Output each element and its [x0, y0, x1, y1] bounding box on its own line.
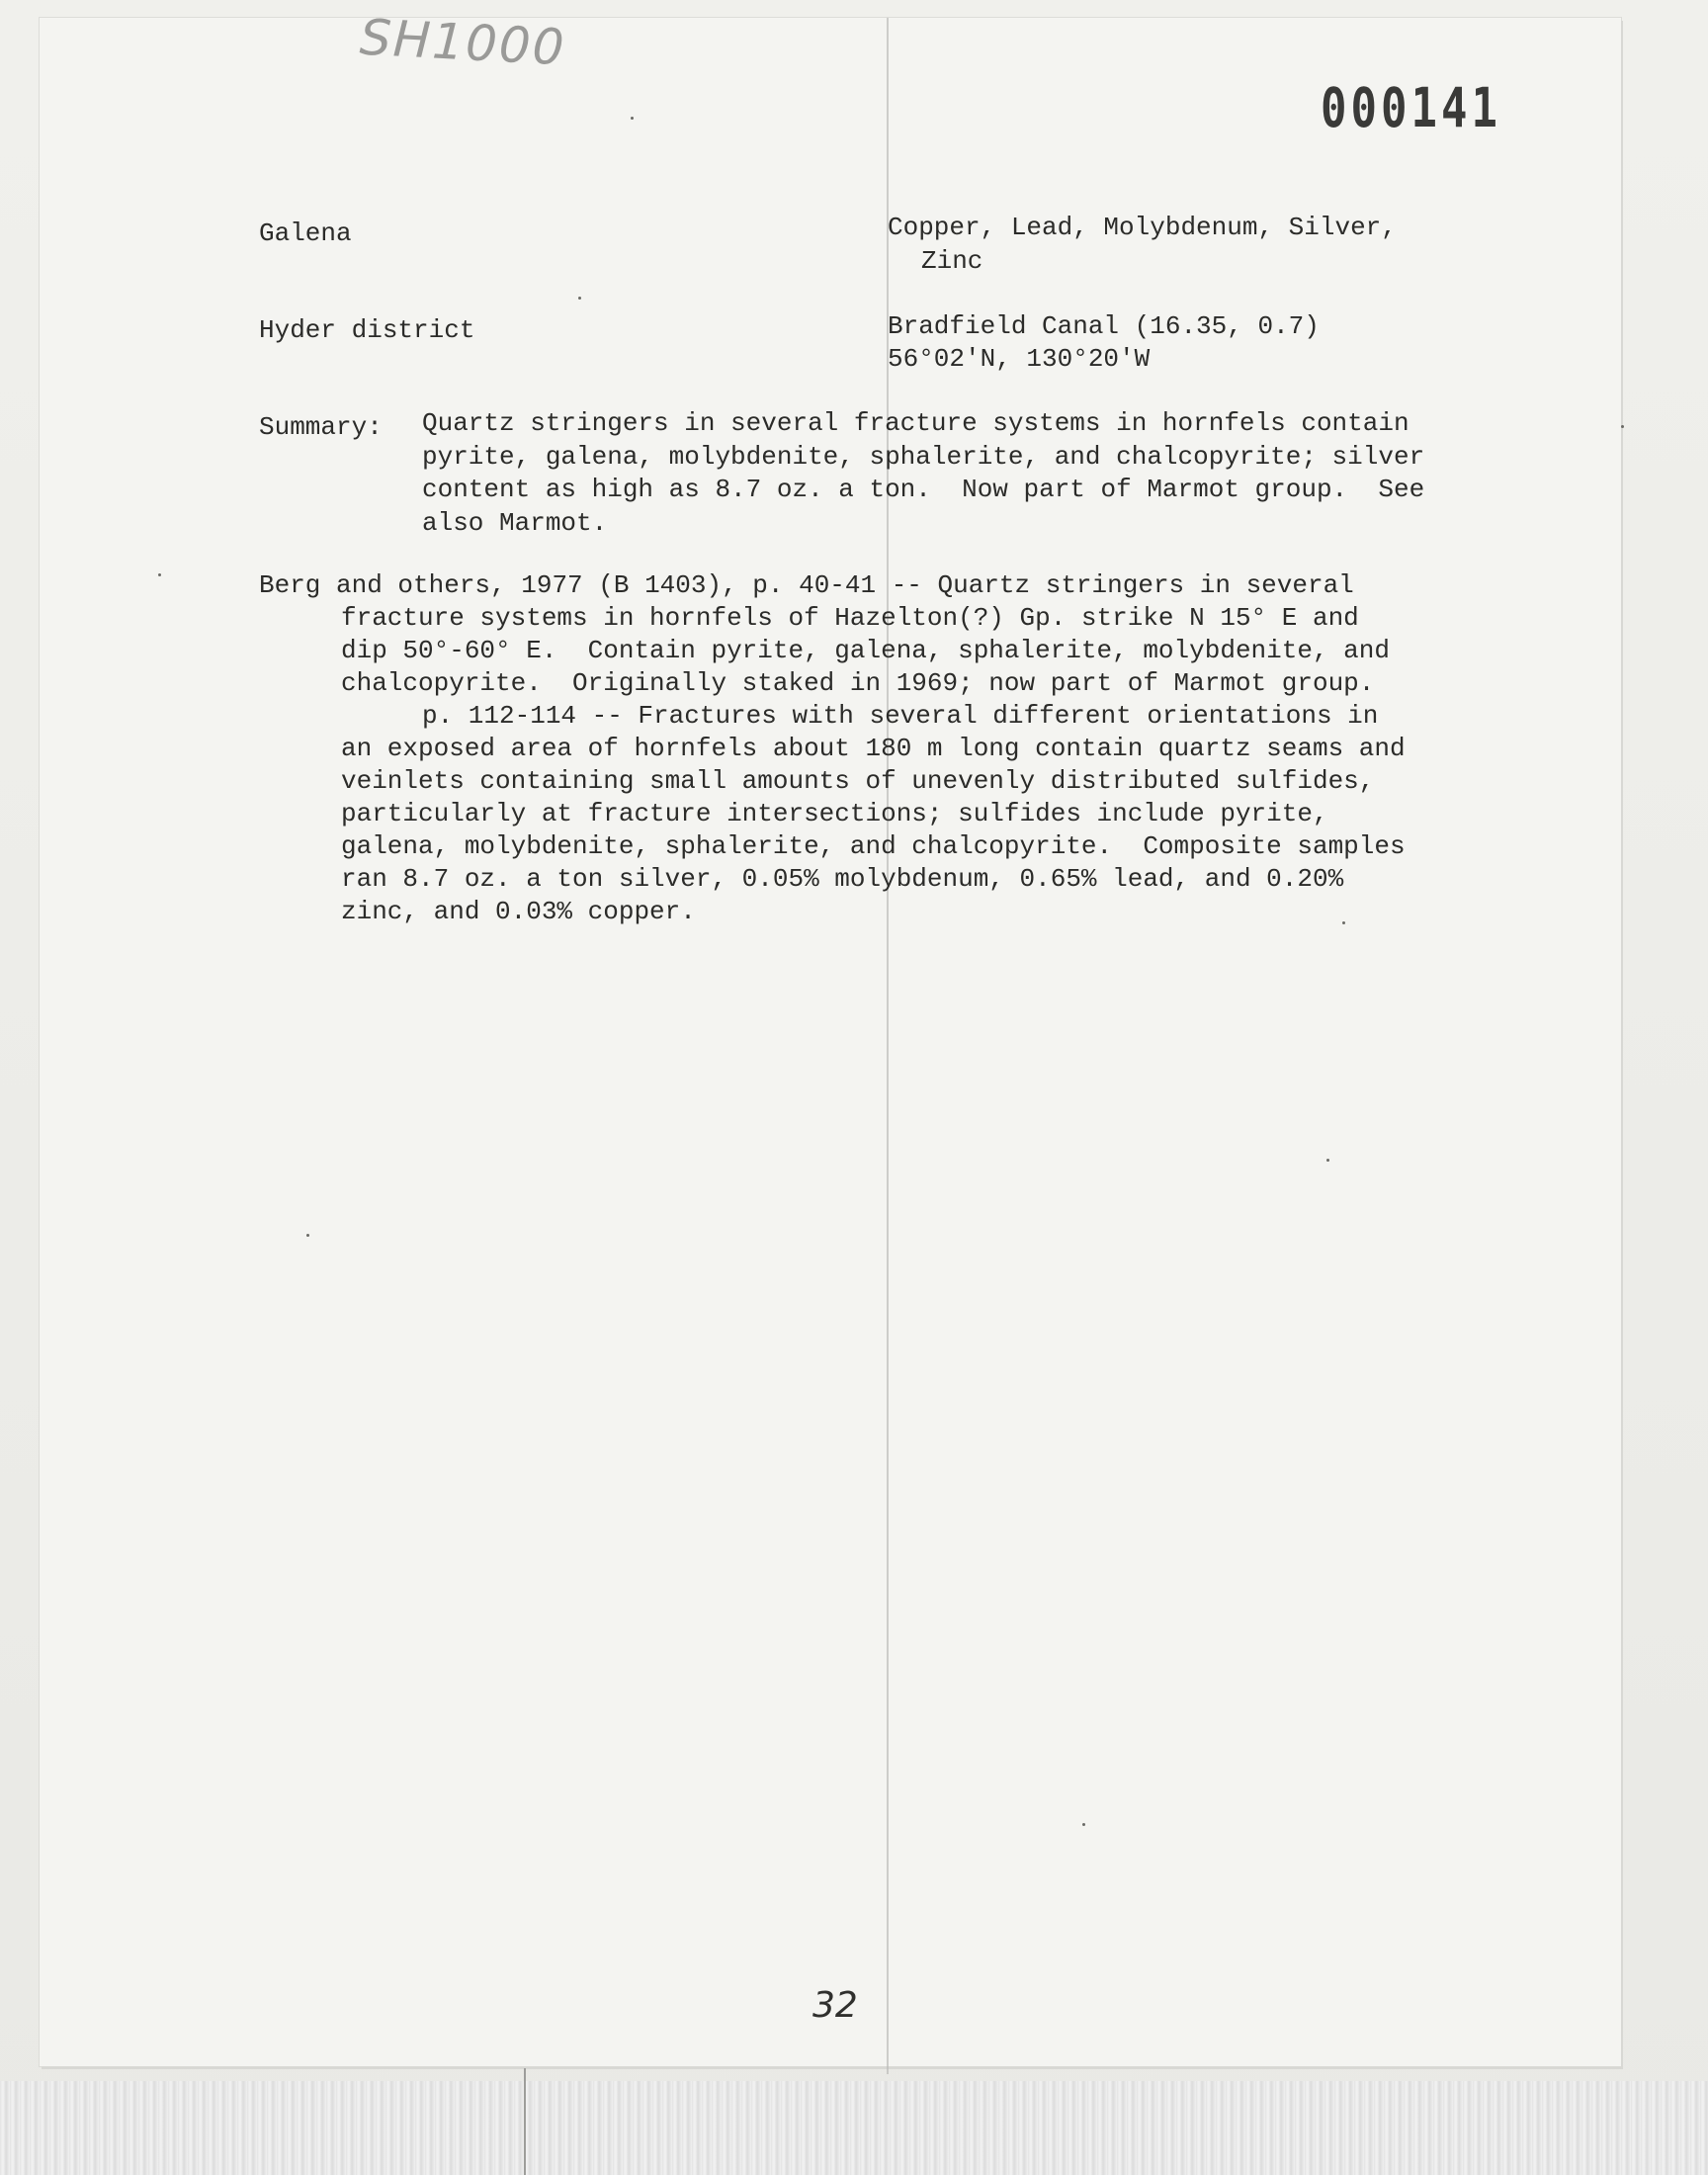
dust-speck — [1082, 1823, 1085, 1826]
dust-speck — [306, 1234, 309, 1237]
coordinates: 56°02'N, 130°20'W — [888, 344, 1151, 374]
district-name: Hyder district — [259, 315, 475, 345]
summary-label: Summary: — [259, 412, 383, 442]
summary-line: Quartz stringers in several fracture systems in hornfels contain — [422, 408, 1409, 438]
dust-speck — [1342, 921, 1345, 924]
summary-line: pyrite, galena, molybdenite, sphalerite, and chalcopyrite; silver — [422, 442, 1425, 472]
scanner-artifact-line — [524, 2068, 526, 2175]
dust-speck — [578, 297, 581, 300]
property-name: Galena — [259, 218, 352, 248]
reference-line: dip 50°-60° E. Contain pyrite, galena, sphalerite, molybdenite, and — [341, 636, 1390, 665]
reference-line: veinlets containing small amounts of unevenly distributed sulfides, — [341, 766, 1375, 796]
summary-line: also Marmot. — [422, 508, 608, 538]
page-number: 32 — [812, 1985, 858, 2026]
dust-speck — [1326, 1159, 1329, 1162]
stamped-record-number: 000141 — [1321, 77, 1501, 140]
summary-line: content as high as 8.7 oz. a ton. Now part of Marmot group. See — [422, 475, 1425, 504]
handwritten-file-id: SH1000 — [358, 8, 567, 77]
commodities-line-2: Zinc — [921, 246, 983, 276]
reference-line: particularly at fracture intersections; sulfides include pyrite, — [341, 799, 1328, 828]
commodities-line-1: Copper, Lead, Molybdenum, Silver, — [888, 213, 1397, 242]
dust-speck — [631, 117, 634, 120]
reference-line: Berg and others, 1977 (B 1403), p. 40-41 -- Quartz stringers in several — [259, 570, 1354, 600]
reference-line: an exposed area of hornfels about 180 m long contain quartz seams and — [341, 734, 1406, 763]
dust-speck — [158, 573, 161, 576]
reference-line: galena, molybdenite, sphalerite, and chalcopyrite. Composite samples — [341, 831, 1406, 861]
reference-line: zinc, and 0.03% copper. — [341, 897, 696, 926]
scanner-edge-strip — [0, 2081, 1708, 2175]
reference-line: chalcopyrite. Originally staked in 1969; now part of Marmot group. — [341, 668, 1375, 698]
reference-line: p. 112-114 -- Fractures with several different orientations in — [422, 701, 1379, 731]
quadrangle-reference: Bradfield Canal (16.35, 0.7) — [888, 311, 1320, 341]
dust-speck — [1621, 425, 1624, 428]
reference-line: ran 8.7 oz. a ton silver, 0.05% molybdenum, 0.65% lead, and 0.20% — [341, 864, 1344, 894]
reference-line: fracture systems in hornfels of Hazelton(?) Gp. strike N 15° E and — [341, 603, 1359, 633]
